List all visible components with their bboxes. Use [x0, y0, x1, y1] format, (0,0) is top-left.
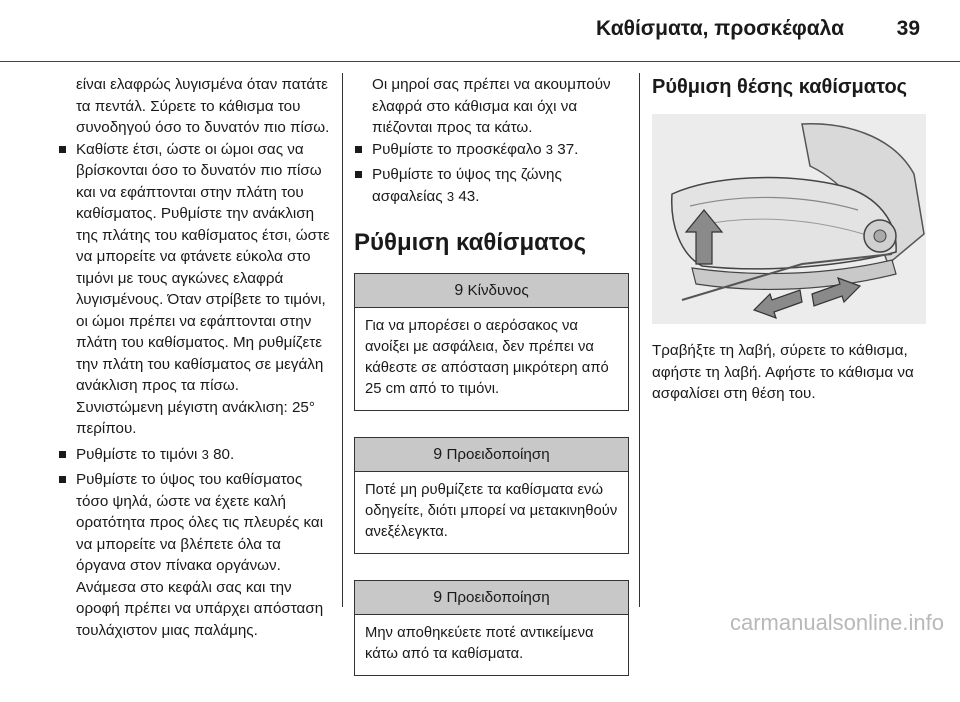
bullet-square-icon	[59, 451, 66, 458]
warning-box	[354, 437, 629, 554]
cross-reference-link[interactable]: 37.	[557, 140, 579, 158]
cross-reference-link[interactable]: 80.	[213, 445, 235, 463]
warning-header	[355, 438, 628, 472]
section-title: Ρύθμιση καθίσματος	[354, 229, 587, 256]
continuation-paragraph: Οι μηροί σας πρέπει να ακουμπούν ελαφρά στο κάθισμα και όχι να πιέζονται προς τα κάτω.	[372, 76, 611, 136]
page-header	[0, 0, 960, 62]
bullet-square-icon	[59, 476, 66, 483]
seat-adjustment-figure	[652, 114, 926, 324]
bullet-square-icon	[355, 146, 362, 153]
cross-reference-icon: 3	[446, 188, 455, 204]
warning-title: Προειδοποίηση	[446, 446, 550, 463]
warning-box	[354, 580, 629, 676]
warning-triangle-icon: 9	[433, 446, 443, 463]
bullet-square-icon	[59, 146, 66, 153]
list-item-text: Καθίστε έτσι, ώστε οι ώμοι σας να βρίσκονται όσο το δυνατόν πιο πίσω και να εφάπτονται στην πλάτη του καθίσματος. Ρυθμίστε την ανάκλιση της πλάτης του καθίσματος έτσι, ώστε να μπορείτε να φτάνετε εύκολα στο τιμόνι με τους αγκώνες ελαφρά λυγισμένους. Όταν στρίβετε το τιμόνι, οι ώμοι πρέπει να εφάπτονται στην πλάτη του καθίσματος. Μη ρυθμίζετε την πλάτη του καθίσματος σε μεγάλη ανάκλιση προς τα πίσω. Συνιστώμενη μέγιστη ανάκλιση: 25° περίπου.	[76, 140, 330, 437]
column-1	[58, 74, 330, 645]
warning-triangle-icon: 9	[454, 282, 464, 299]
warning-text: Μην αποθηκεύετε ποτέ αντικείμενα κάτω από τα καθίσματα.	[365, 625, 594, 662]
cross-reference-link[interactable]: 43.	[458, 187, 480, 205]
intro-paragraph: είναι ελαφρώς λυγισμένα όταν πατάτε τα πεντάλ. Σύρετε το κάθισμα του συνοδηγού όσο το δυνατόν πιο πίσω.	[76, 76, 330, 136]
list-item	[354, 164, 630, 207]
list-item-text: Ρυθμίστε το τιμόνι	[76, 445, 198, 463]
warning-triangle-icon: 9	[433, 589, 443, 606]
list-item-text: Ρυθμίστε το προσκέφαλο	[372, 140, 542, 158]
list-item	[58, 139, 330, 440]
list-item	[58, 444, 330, 466]
header-rule	[0, 61, 960, 62]
bullet-square-icon	[355, 171, 362, 178]
seat-illustration	[652, 114, 926, 324]
warning-title: Προειδοποίηση	[446, 589, 550, 606]
subsection-title: Ρύθμιση θέσης καθίσματος	[652, 76, 908, 98]
list-item	[354, 139, 630, 161]
warning-header	[355, 581, 628, 615]
column-divider	[342, 73, 343, 607]
page-number: 39	[896, 17, 920, 40]
column-divider	[639, 73, 640, 607]
danger-header	[355, 274, 628, 308]
danger-title: Κίνδυνος	[467, 282, 529, 299]
watermark: carmanualsonline.info	[729, 610, 944, 635]
page-title: Καθίσματα, προσκέφαλα	[596, 17, 844, 40]
cross-reference-icon: 3	[201, 446, 209, 462]
cross-reference-icon: 3	[545, 141, 554, 157]
list-item-text: Ρυθμίστε το ύψος του καθίσματος τόσο ψηλά, ώστε να έχετε καλή ορατότητα προς όλες τις πλευρές και να μπορείτε να βλέπετε όλα τα όργανα στον πίνακα οργάνων. Ανάμεσα στο κεφάλι σας και την οροφή πρέπει να υπάρχει απόσταση τουλάχιστον μιας παλάμης.	[76, 471, 324, 639]
danger-text: Για να μπορέσει ο αερόσακος να ανοίξει με ασφάλεια, δεν πρέπει να κάθεστε σε απόσταση μικρότερη από 25 cm από το τιμόνι.	[365, 318, 609, 397]
figure-caption: Τραβήξτε τη λαβή, σύρετε το κάθισμα, αφήστε τη λαβή. Αφήστε το κάθισμα να ασφαλίσει στη θέση του.	[652, 342, 914, 402]
list-item-text: Ρυθμίστε το ύψος της ζώνης ασφαλείας	[372, 166, 562, 205]
column-2	[354, 74, 630, 702]
danger-box	[354, 273, 629, 411]
warning-text: Ποτέ μη ρυθμίζετε τα καθίσματα ενώ οδηγείτε, διότι μπορεί να μετακινηθούν ανεξέλεγκτα.	[365, 482, 618, 540]
list-item	[58, 469, 330, 641]
column-3	[652, 74, 930, 405]
